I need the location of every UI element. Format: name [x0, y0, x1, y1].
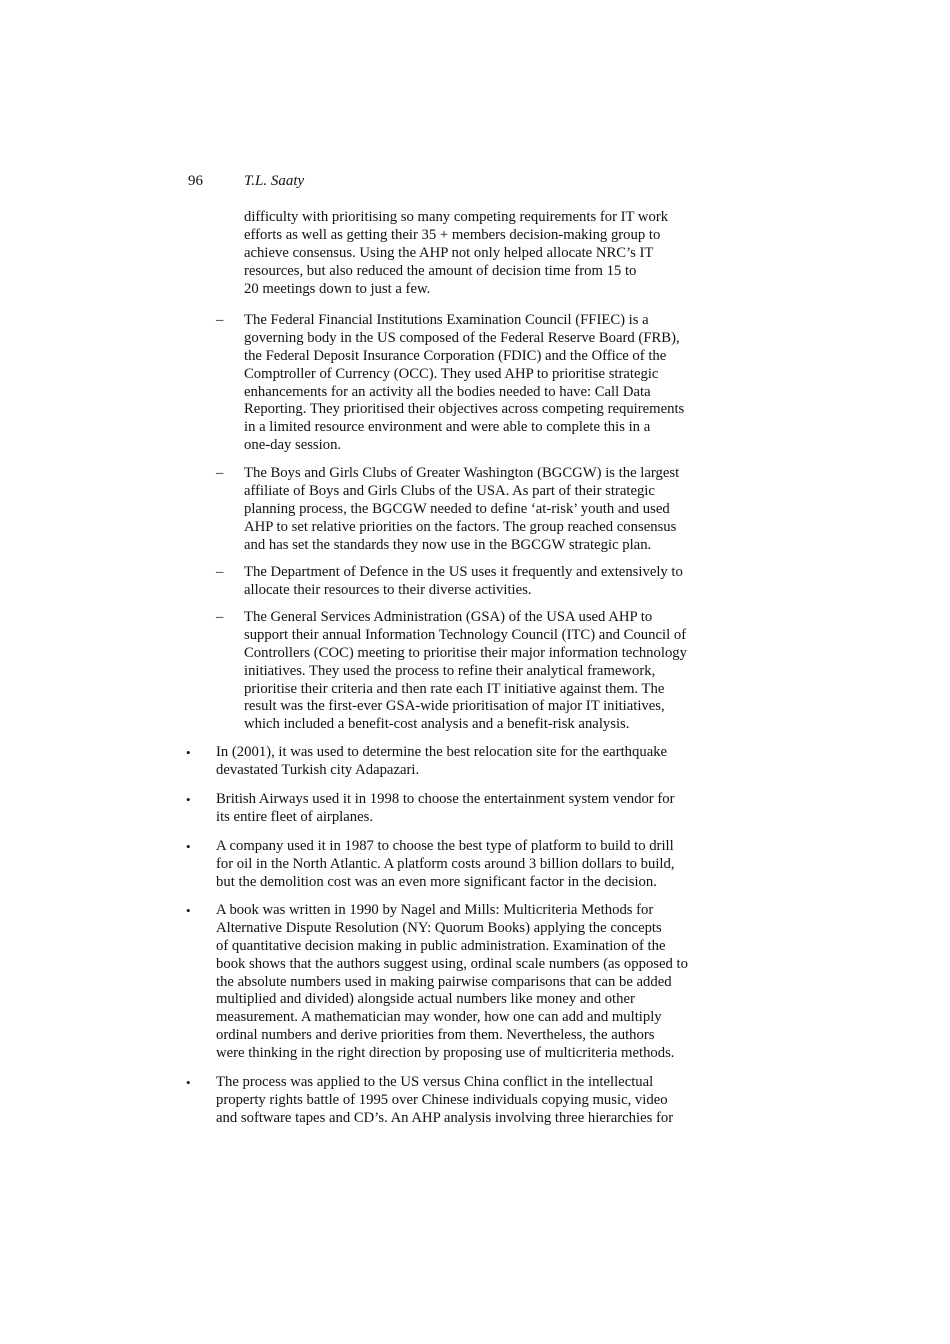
- text-line: British Airways used it in 1998 to choose the entertainment system vendor for: [216, 791, 675, 807]
- text-line: Controllers (COC) meeting to prioritise their major information technology: [244, 644, 687, 661]
- dash-list-item-gsa: [216, 609, 687, 734]
- text-line: difficulty with prioritising so many competing requirements for IT work: [244, 209, 669, 225]
- text-line: The Federal Financial Institutions Examination Council (FFIEC) is a: [244, 312, 649, 328]
- bullet-icon: •: [186, 792, 191, 807]
- text-line: AHP to set relative priorities on the factors. The group reached consensus: [244, 518, 677, 535]
- dash-list-item-ffiec: [216, 312, 685, 455]
- text-line: In (2001), it was used to determine the best relocation site for the earthquake: [216, 744, 668, 760]
- text-line: which included a benefit-cost analysis and a benefit-risk analysis.: [244, 716, 630, 733]
- text-line: book shows that the authors suggest using, ordinal scale numbers (as opposed to: [216, 955, 688, 972]
- text-line: The Boys and Girls Clubs of Greater Washington (BGCGW) is the largest: [244, 465, 680, 481]
- bullet-list-item-us-china: [186, 1074, 674, 1128]
- bullet-icon: •: [186, 903, 191, 918]
- dash-list-item-defence: [216, 564, 683, 600]
- text-line: but the demolition cost was an even more significant factor in the decision.: [216, 873, 657, 890]
- text-line: A company used it in 1987 to choose the best type of platform to build to drill: [216, 838, 674, 854]
- dash-marker: –: [216, 465, 224, 481]
- text-line: Reporting. They prioritised their objectives across competing requirements: [244, 401, 685, 418]
- page-number: 96: [188, 173, 203, 189]
- text-line: ordinal numbers and derive priorities from them. Nevertheless, the authors: [216, 1027, 655, 1044]
- text-line: achieve consensus. Using the AHP not only helped allocate NRC’s IT: [244, 244, 654, 261]
- text-line: multiplied and divided) alongside actual numbers like money and other: [216, 991, 635, 1008]
- bullet-list-item-nagel-mills: [186, 902, 688, 1063]
- text-line: resources, but also reduced the amount of decision time from 15 to: [244, 262, 637, 279]
- text-line: and has set the standards they now use in the BGCGW strategic plan.: [244, 536, 652, 553]
- text-line: enhancements for an activity all the bodies needed to have: Call Data: [244, 383, 651, 400]
- dash-marker: –: [216, 564, 224, 580]
- text-line: one-day session.: [244, 437, 342, 454]
- bullet-icon: •: [186, 1075, 191, 1090]
- text-line: planning process, the BGCGW needed to define ‘at-risk’ youth and used: [244, 500, 670, 517]
- text-line: its entire fleet of airplanes.: [216, 808, 374, 825]
- text-line: for oil in the North Atlantic. A platform costs around 3 billion dollars to build,: [216, 855, 675, 872]
- text-line: The General Services Administration (GSA) of the USA used AHP to: [244, 609, 653, 625]
- text-line: in a limited resource environment and were able to complete this in a: [244, 419, 651, 436]
- bullet-list-item-oil-platform: [186, 838, 675, 892]
- dash-list-item-bgcgw: [216, 465, 680, 554]
- text-line: property rights battle of 1995 over Chinese individuals copying music, video: [216, 1091, 668, 1108]
- text-line: of quantitative decision making in public administration. Examination of the: [216, 937, 666, 954]
- text-line: efforts as well as getting their 35 + members decision-making group to: [244, 226, 661, 243]
- text-line: and software tapes and CD’s. An AHP analysis involving three hierarchies for: [216, 1109, 674, 1126]
- bullet-icon: •: [186, 839, 191, 854]
- text-line: measurement. A mathematician may wonder, how one can add and multiply: [216, 1009, 662, 1026]
- bullet-list-item-british-airways: [186, 791, 675, 827]
- dash-marker: –: [216, 312, 224, 328]
- text-line: affiliate of Boys and Girls Clubs of the USA. As part of their strategic: [244, 482, 655, 499]
- running-head: [188, 171, 304, 191]
- text-line: prioritise their criteria and then rate each IT initiative against them. The: [244, 680, 665, 697]
- text-line: governing body in the US composed of the Federal Reserve Board (FRB),: [244, 329, 680, 346]
- bullet-icon: •: [186, 745, 191, 760]
- text-line: the Federal Deposit Insurance Corporation (FDIC) and the Office of the: [244, 347, 667, 364]
- text-line: devastated Turkish city Adapazari.: [216, 761, 420, 778]
- text-line: Alternative Dispute Resolution (NY: Quorum Books) applying the concepts: [216, 919, 662, 936]
- text-line: initiatives. They used the process to refine their analytical framework,: [244, 662, 656, 679]
- text-line: The process was applied to the US versus China conflict in the intellectual: [216, 1074, 654, 1090]
- dash-marker: –: [216, 609, 224, 625]
- text-line: result was the first-ever GSA-wide prioritisation of major IT initiatives,: [244, 698, 665, 715]
- continued-paragraph: [244, 209, 668, 298]
- text-line: A book was written in 1990 by Nagel and Mills: Multicriteria Methods for: [216, 902, 654, 918]
- running-author: T.L. Saaty: [244, 173, 305, 189]
- bullet-list-item-adapazari: [186, 744, 668, 780]
- text-line: The Department of Defence in the US uses it frequently and extensively to: [244, 564, 683, 580]
- text-line: allocate their resources to their diverse activities.: [244, 581, 532, 598]
- text-line: 20 meetings down to just a few.: [244, 280, 431, 297]
- text-line: were thinking in the right direction by proposing use of multicriteria methods.: [216, 1045, 675, 1062]
- text-line: support their annual Information Technology Council (ITC) and Council of: [244, 626, 687, 643]
- text-line: Comptroller of Currency (OCC). They used AHP to prioritise strategic: [244, 365, 659, 382]
- text-line: the absolute numbers used in making pairwise comparisons that can be added: [216, 973, 672, 990]
